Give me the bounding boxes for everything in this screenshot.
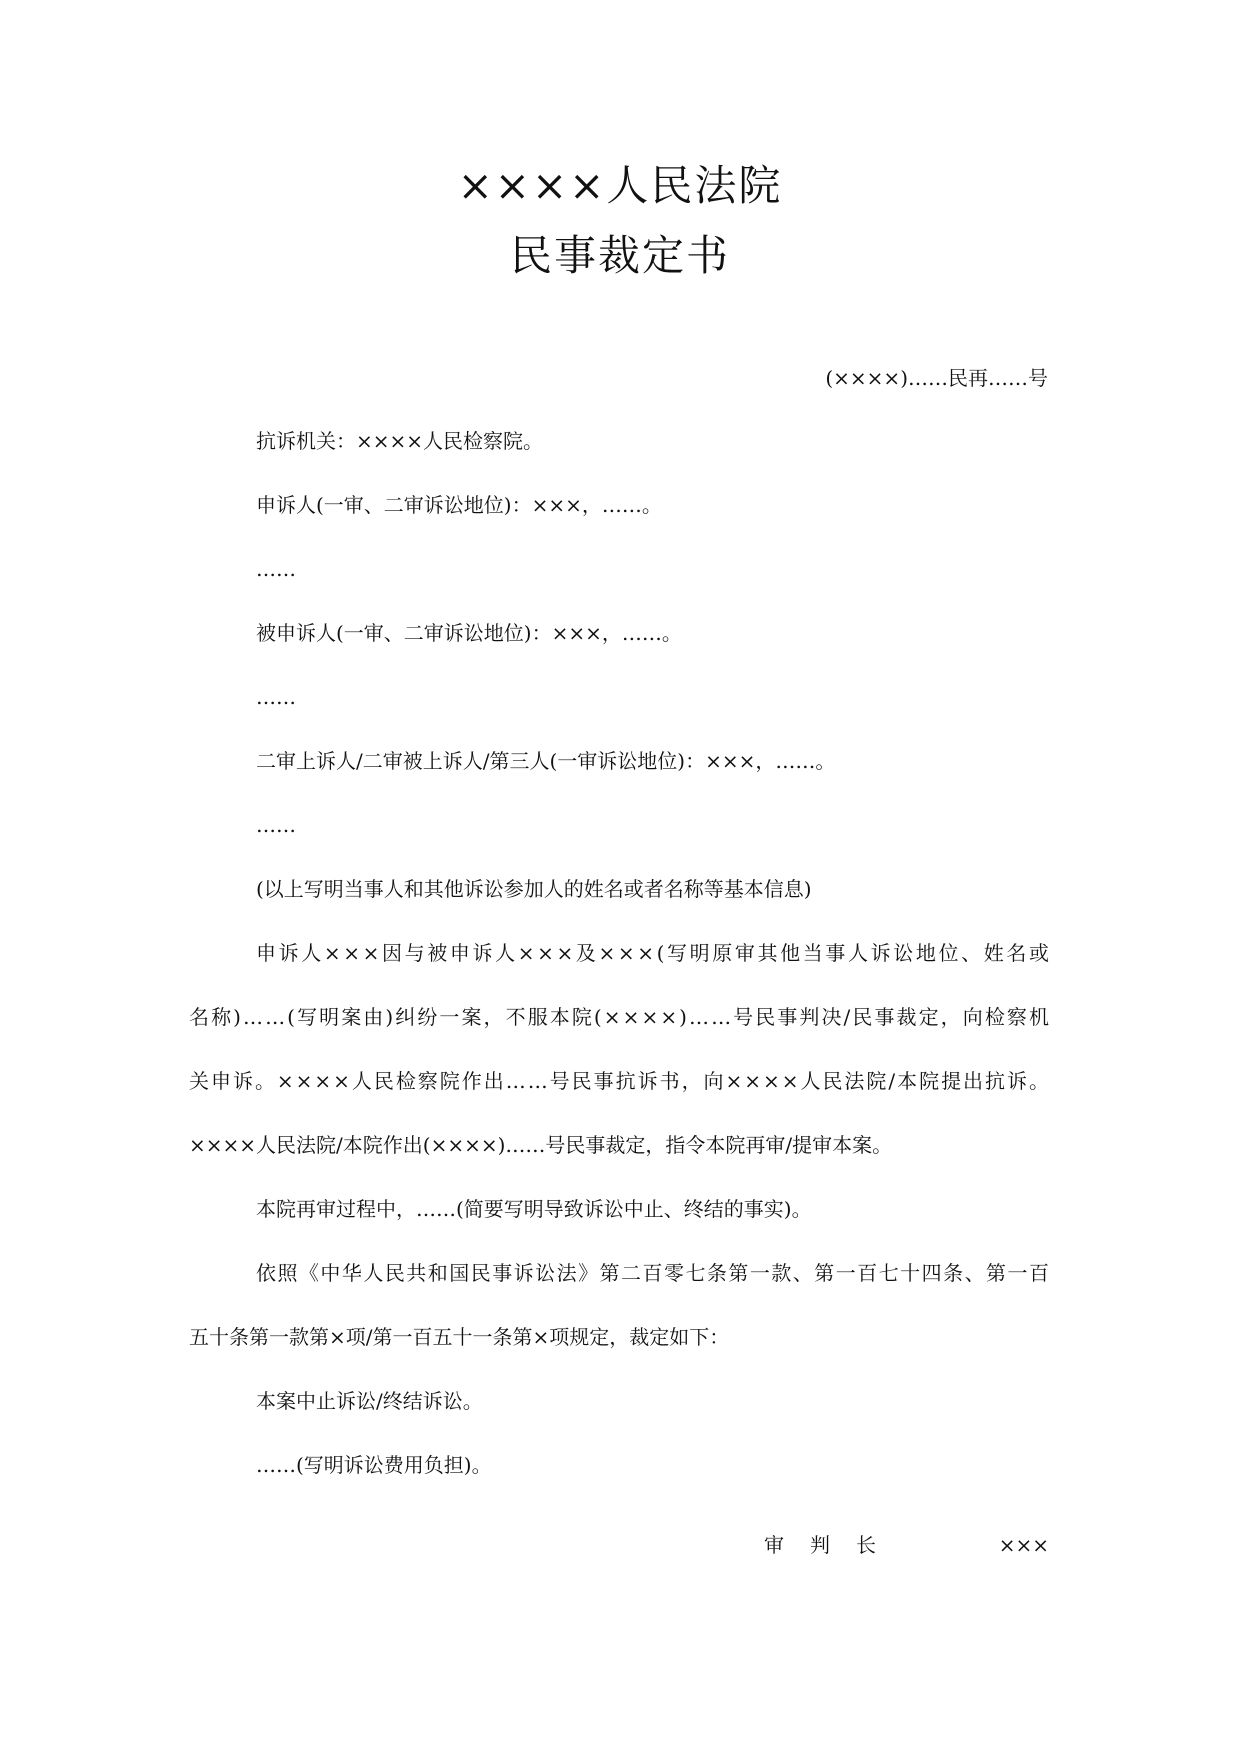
ruling-line: 本案中止诉讼/终结诉讼。 [256, 1389, 483, 1413]
paragraph-1-line-3 [189, 1067, 1049, 1095]
paragraph-1-line-2 [189, 1003, 1052, 1031]
appellant-line: 申诉人(一审、二审诉讼地位)：×××，……。 [256, 493, 662, 517]
document-title: 民事裁定书 [509, 231, 730, 280]
signature-name: ××× [998, 1533, 1049, 1557]
party-info-note: (以上写明当事人和其他诉讼参加人的姓名或者名称等基本信息) [256, 877, 812, 901]
paragraph-1-line-3-text: 关申诉。××××人民检察院作出……号民事抗诉书，向××××人民法院/本院提出抗诉。 [189, 1069, 1051, 1093]
respondent-line: 被申诉人(一审、二审诉讼地位)：×××，……。 [256, 621, 682, 645]
paragraph-1-line-1 [256, 939, 1052, 967]
paragraph-1-line-1-text: 申诉人×××因与被申诉人×××及×××(写明原审其他当事人诉讼地位、姓名或 [256, 941, 1052, 965]
other-parties-line: 二审上诉人/二审被上诉人/第三人(一审诉讼地位)：×××，……。 [256, 749, 836, 773]
signature-role: 审判长 [764, 1533, 902, 1557]
case-number: (××××)……民再……号 [825, 366, 1048, 390]
signature-block [764, 1531, 1049, 1559]
ellipsis-line-2: …… [256, 685, 296, 709]
court-name-heading: ××××人民法院 [457, 161, 783, 210]
paragraph-1-line-2-text: 名称)……(写明案由)纠纷一案，不服本院(××××)……号民事判决/民事裁定，向检察机 [189, 1005, 1052, 1029]
ellipsis-line-1: …… [256, 557, 296, 581]
paragraph-3-line-2: 五十条第一款第×项/第一百五十一条第×项规定，裁定如下： [189, 1325, 730, 1349]
paragraph-3-line-1-text: 依照《中华人民共和国民事诉讼法》第二百零七条第一款、第一百七十四条、第一百 [256, 1261, 1051, 1285]
protest-organ-line: 抗诉机关：××××人民检察院。 [256, 429, 544, 453]
paragraph-3-line-1 [256, 1259, 1049, 1287]
paragraph-1-line-4: ××××人民法院/本院作出(××××)……号民事裁定，指令本院再审/提审本案。 [189, 1133, 893, 1157]
paragraph-2: 本院再审过程中，……(简要写明导致诉讼中止、终结的事实)。 [256, 1197, 812, 1221]
costs-line: ……(写明诉讼费用负担)。 [256, 1453, 492, 1477]
ellipsis-line-3: …… [256, 813, 296, 837]
